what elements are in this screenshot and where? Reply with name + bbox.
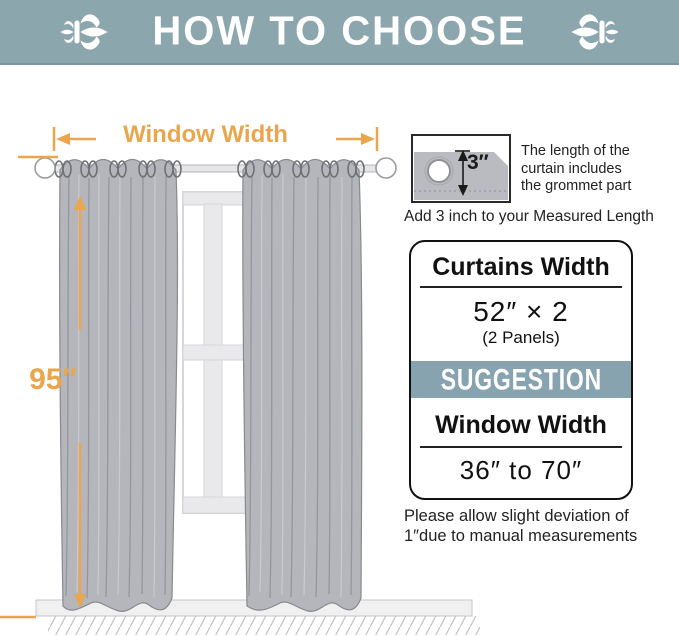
grommet-note-line1: The length of the <box>521 143 630 159</box>
suggestion-banner <box>411 361 631 398</box>
grommet-depth-label: 3″ <box>467 151 489 174</box>
size-suggestion-box <box>409 240 633 500</box>
deviation-note-line2: 1″due to manual measurements <box>404 527 638 545</box>
window-width-value: 36″ to 70″ <box>459 455 583 485</box>
divider-top <box>420 286 622 288</box>
curtain-panel-right <box>243 160 362 612</box>
deviation-note <box>404 506 674 546</box>
page-title: HOW TO CHOOSE <box>152 8 527 54</box>
height-label: 95″ <box>29 363 77 396</box>
grommet-diagram <box>412 135 510 202</box>
curtains-width-heading: Curtains Width <box>432 253 610 281</box>
add-length-note: Add 3 inch to your Measured Length <box>404 208 654 225</box>
curtains-width-value: 52″ × 2 <box>473 296 569 327</box>
suggestion-label: SUGGESTION <box>440 362 602 396</box>
grommet-note-line2: curtain includes <box>521 160 622 177</box>
window-width-heading: Window Width <box>435 411 607 439</box>
divider-bottom <box>420 446 622 448</box>
panels-note: (2 Panels) <box>482 328 560 347</box>
grommet-note <box>521 143 661 196</box>
deviation-note-line1: Please allow slight deviation of <box>404 507 629 525</box>
grommet-note-line3: the grommet part <box>521 178 632 194</box>
window-width-label: Window Width <box>123 121 288 148</box>
